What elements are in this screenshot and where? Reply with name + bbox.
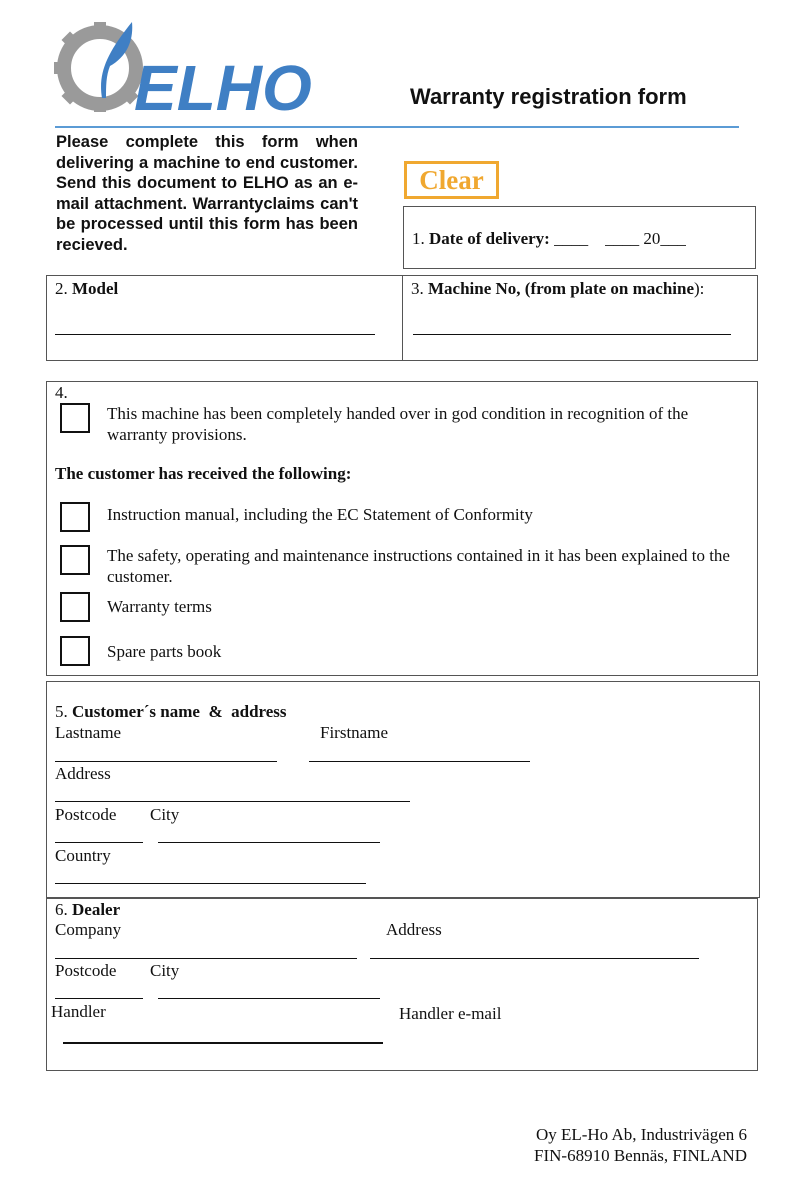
elho-logo [50, 14, 360, 114]
gear-leaf-icon [50, 14, 360, 114]
machine-no-field[interactable] [413, 334, 731, 335]
dealer-city-field[interactable] [158, 998, 380, 999]
footer-line-2: FIN-68910 Bennäs, FINLAND [534, 1146, 747, 1165]
model-label: Model [72, 279, 119, 298]
country-label: Country [55, 846, 111, 865]
model-field[interactable] [55, 334, 375, 335]
handover-checklist-box [46, 381, 758, 676]
machine-no-label: Machine No, (from plate on machine [428, 279, 694, 298]
clear-button-label: Clear [419, 165, 484, 195]
customer-heading: Customer´s name & address [72, 702, 287, 721]
address-field[interactable] [55, 801, 410, 802]
dealer-postcode-field[interactable] [55, 998, 143, 999]
safety-instructions-checkbox[interactable] [60, 545, 90, 575]
company-field[interactable] [55, 958, 357, 959]
warranty-terms-label: Warranty terms [107, 597, 212, 616]
machine-no-box [402, 275, 758, 361]
lastname-label: Lastname [55, 723, 122, 742]
safety-instructions-label: The safety, operating and maintenance instructions contained in it has been explained to the customer. [107, 546, 730, 586]
city-label: City [150, 805, 180, 824]
form-title: Warranty registration form [410, 84, 687, 109]
instruction-manual-checkbox[interactable] [60, 502, 90, 532]
postcode-field[interactable] [55, 842, 143, 843]
customer-box [46, 681, 760, 898]
footer-address [534, 1124, 747, 1166]
dealer-number: 6. [55, 900, 68, 919]
received-heading: The customer has received the following: [55, 464, 352, 483]
spare-parts-label: Spare parts book [107, 642, 222, 661]
lastname-field[interactable] [55, 761, 277, 762]
city-field[interactable] [158, 842, 380, 843]
customer-number: 5. [55, 702, 68, 721]
address-label: Address [55, 764, 111, 783]
spare-parts-checkbox[interactable] [60, 636, 90, 666]
handler-label: Handler [51, 1002, 106, 1021]
model-number: 2. [55, 279, 68, 298]
firstname-label: Firstname [320, 723, 388, 742]
machine-no-number: 3. [411, 279, 424, 298]
model-box [46, 275, 403, 361]
company-label: Company [55, 920, 122, 939]
title-rule [55, 126, 739, 128]
clear-button[interactable] [404, 161, 499, 199]
handler-email-label: Handler e-mail [399, 1004, 502, 1023]
delivery-label: Date of delivery: [429, 229, 550, 248]
delivery-date-box [403, 206, 756, 269]
dealer-heading: Dealer [72, 900, 121, 919]
logo-text: ELHO [134, 52, 312, 114]
dealer-box [46, 898, 758, 1071]
footer-line-1: Oy EL-Ho Ab, Industrivägen 6 [535, 1125, 747, 1144]
section4-number: 4. [55, 383, 68, 402]
handover-checkbox[interactable] [60, 403, 90, 433]
warranty-terms-checkbox[interactable] [60, 592, 90, 622]
country-field[interactable] [55, 883, 366, 884]
postcode-label: Postcode [55, 805, 117, 824]
dealer-address-field[interactable] [370, 958, 699, 959]
delivery-date-field[interactable]: ____ ____ 20___ [554, 229, 686, 248]
dealer-address-label: Address [386, 920, 442, 939]
firstname-field[interactable] [309, 761, 530, 762]
instruction-manual-label: Instruction manual, including the EC Statement of Conformity [107, 505, 533, 524]
dealer-postcode-label: Postcode [55, 961, 117, 980]
handover-text: This machine has been completely handed over in god condition in recognition of the warranty provisions. [107, 404, 689, 444]
machine-no-suffix: ): [694, 279, 705, 298]
handler-field[interactable] [63, 1042, 383, 1044]
delivery-number: 1. [412, 229, 425, 248]
instructions-text: Please complete this form when delivering a machine to end customer. Send this document to ELHO as an e-mail attachment. Warrantyclaims can't be processed until this form has been recieved. [56, 133, 358, 254]
dealer-city-label: City [150, 961, 180, 980]
